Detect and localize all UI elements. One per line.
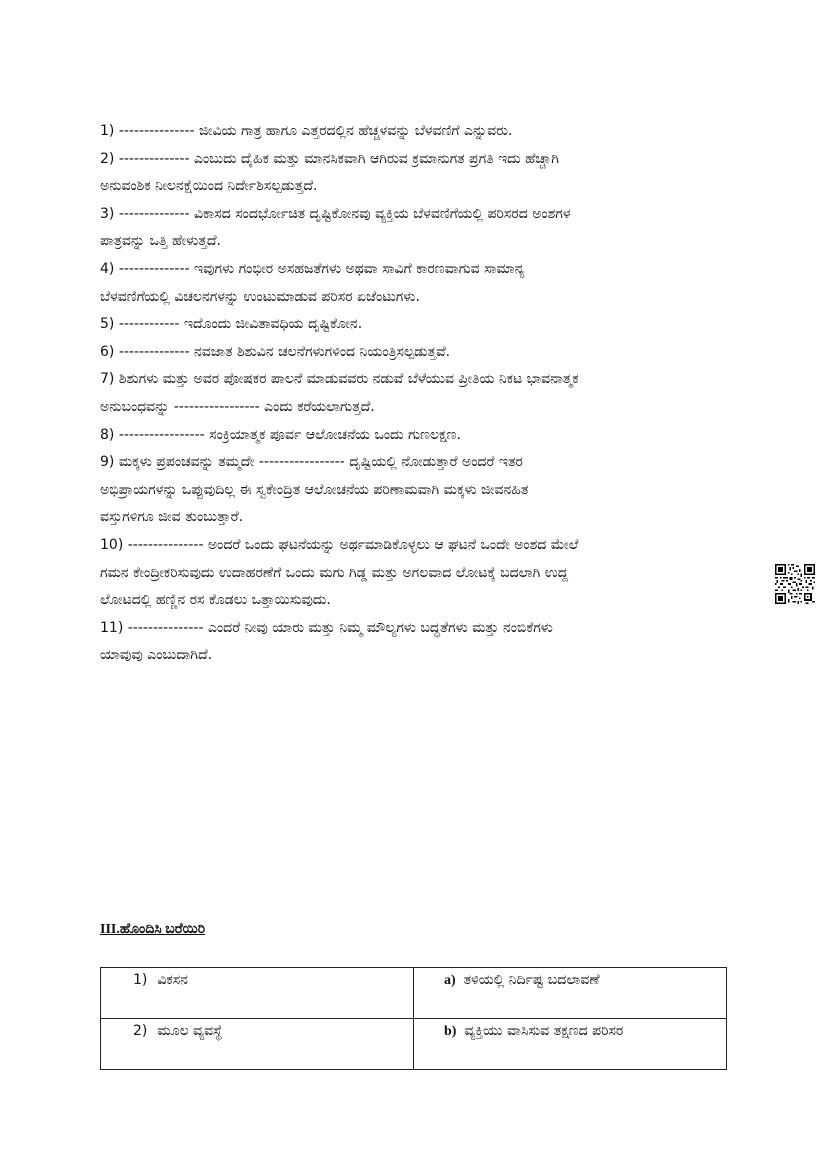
question-10-line-2: ಗಮನ ಕೇಂದ್ರೀಕರಿಸುವುದು ಉದಾಹರಣೆಗೆ ಒಂದು ಮಗು ಗಿಡ್ಡ ಮತ್ತು ಅಗಲವಾದ ಲೋಟಕ್ಕೆ ಬದಲಾಗಿ ಉದ್ದ [100,564,569,581]
question-10-line-1: 10) --------------- ಅಂದರೆ ಒಂದು ಘಟನೆಯನ್ನು ಅರ್ಥಮಾಡಿಕೊಳ್ಳಲು ಆ ಘಟನೆ ಒಂದೇ ಅಂಶದ ಮೇಲೆ [100,536,579,553]
match-table [100,967,727,1070]
question-8-line-1: 8) ----------------- ಸಂಕ್ರಿಯಾತ್ಮಕ ಪೂರ್ವ ಆಲೋಚನೆಯ ಒಂದು ಗುಣಲಕ್ಷಣ. [100,426,461,443]
match-left-text: ವಿಕಸನ [157,972,188,988]
question-10-line-3: ಲೋಟದಲ್ಲಿ ಹಣ್ಣಿನ ರಸ ಕೊಡಲು ಒತ್ತಾಯಿಸುವುದು. [100,592,331,609]
questions-block [100,118,730,670]
match-right-cell [414,1019,727,1070]
question-11-line-2: ಯಾವುವು ಎಂಬುದಾಗಿದೆ. [100,647,213,664]
question-4-line-2: ಬೆಳವಣಿಗೆಯಲ್ಲಿ ವಿಚಲನಗಳನ್ನು ಉಂಟುಮಾಡುವ ಪರಿಸರ ಏಜೆಂಟುಗಳು. [100,288,420,305]
question-5-line-1: 5) ------------ ಇದೊಂದು ಜೀವಿತಾವಧಿಯ ದೃಷ್ಟಿಕೋನ. [100,316,363,333]
qr-code-icon[interactable] [775,564,815,604]
match-left-number: 2) [133,1023,148,1039]
question-9-line-1: 9) ಮಕ್ಕಳು ಪ್ರಪಂಚವನ್ನು ತಮ್ಮದೇ ----------------- ದೃಷ್ಟಿಯಲ್ಲಿ ನೋಡುತ್ತಾರೆ ಅಂದರೆ ಇತರ [100,454,523,471]
question-1-line-1: 1) --------------- ಜೀವಿಯ ಗಾತ್ರ ಹಾಗೂ ಎತ್ತರದಲ್ಲಿನ ಹೆಚ್ಚಳವನ್ನು ಬೆಳವಣಿಗೆ ಎನ್ನುವರು. [100,123,513,139]
question-3-line-2: ಪಾತ್ರವನ್ನು ಒತ್ತಿ ಹೇಳುತ್ತದೆ. [100,233,221,250]
question-4-line-1: 4) -------------- ಇವುಗಳು ಗಂಭೀರ ಅಸಹಜತೆಗಳು ಅಥವಾ ಸಾವಿಗೆ ಕಾರಣವಾಗುವ ಸಾಮಾನ್ಯ [100,260,525,277]
match-left-text: ಮೂಲ ವ್ಯವಸ್ಥೆ [157,1023,223,1039]
match-right-text: ತಳಿಯಲ್ಲಿ ನಿರ್ದಿಷ್ಟ ಬದಲಾವಣೆ [463,972,600,988]
question-3-line-1: 3) -------------- ವಿಕಾಸದ ಸಂದರ್ಭೋಚಿತ ದೃಷ್ಟಿಕೋನವು ವ್ಯಕ್ತಿಯ ಬೆಳವಣಿಗೆಯಲ್ಲಿ ಪರಿಸರದ ಅಂಶಗಳ [100,205,571,222]
question-7-line-2: ಅನುಬಂಧವನ್ನು ----------------- ಎಂದು ಕರೆಯಲಾಗುತ್ತದೆ. [100,398,375,415]
match-left-number: 1) [133,972,148,988]
match-left-cell [101,968,414,1019]
match-right-text: ವ್ಯಕ್ತಿಯು ವಾಸಿಸುವ ತಕ್ಷಣದ ಪರಿಸರ [464,1023,624,1039]
question-6-line-1: 6) -------------- ನವಜಾತ ಶಿಶುವಿನ ಚಲನೆಗಳುಗಳಿಂದ ನಿಯಂತ್ರಿಸಲ್ಪಡುತ್ತವೆ. [100,343,451,360]
question-2-line-2: ಅನುವಂಶಿಕ ನೀಲನಕ್ಷೆಯಿಂದ ನಿರ್ದೇಶಿಸಲ್ಪಡುತ್ತದೆ. [100,178,318,195]
table-row [101,1019,727,1070]
match-right-letter: b) [444,1024,457,1039]
section-title: III.ಹೊಂದಿಸಿ ಬರೆಯಿರಿ [100,922,206,937]
match-left-cell [101,1019,414,1070]
question-9-line-2: ಅಭಿಪ್ರಾಯಗಳನ್ನು ಒಪ್ಪುವುದಿಲ್ಲ ಈ ಸ್ವಕೇಂದ್ರಿತ ಆಲೋಚನೆಯ ಪರಿಣಾಮವಾಗಿ ಮಕ್ಕಳು ಜೀವನಹಿತ [100,481,529,498]
match-right-letter: a) [444,973,456,988]
match-right-cell [414,968,727,1019]
question-9-line-3: ವಸ್ತುಗಳಿಗೂ ಜೀವ ತುಂಬುತ್ತಾರೆ. [100,509,244,526]
table-row [101,968,727,1019]
question-7-line-1: 7) ಶಿಶುಗಳು ಮತ್ತು ಅವರ ಪೋಷಕರ ಪಾಲನೆ ಮಾಡುವವರು ನಡುವೆ ಬೆಳೆಯುವ ಪ್ರೀತಿಯ ನಿಕಟ ಭಾವನಾತ್ಮಕ [100,371,579,388]
question-2-line-1: 2) -------------- ಎಂಬುದು ದೈಹಿಕ ಮತ್ತು ಮಾನಸಿಕವಾಗಿ ಆಗಿರುವ ಕ್ರಮಾನುಗತ ಪ್ರಗತಿ ಇದು ಹೆಚ್ಚಾಗಿ [100,150,559,167]
question-11-line-1: 11) --------------- ಎಂದರೆ ನೀವು ಯಾರು ಮತ್ತು ನಿಮ್ಮ ಮೌಲ್ಯಗಳು ಬದ್ಧತೆಗಳು ಮತ್ತು ನಂಬಿಕೆಗಳು [100,619,553,636]
